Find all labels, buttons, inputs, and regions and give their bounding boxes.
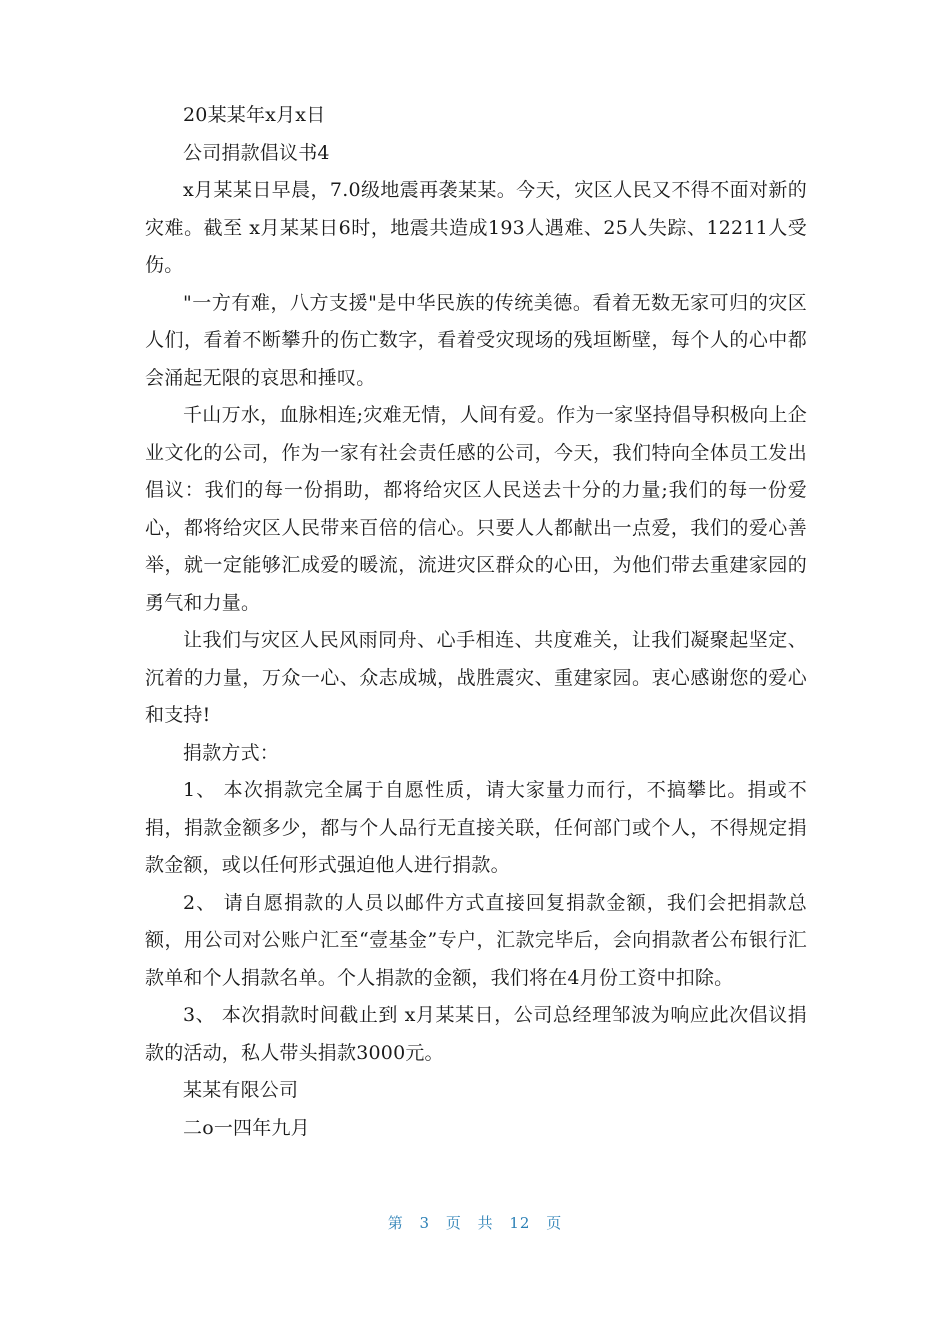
paragraph-initiative: 千山万水，血脉相连;灾难无情，人间有爱。作为一家坚持倡导积极向上企业文化的公司，作为一家有社会责任感的公司，今天，我们特向全体员工发出倡议：我们的每一份捐助，都将给灾区人民送去十分的力量;我们的每一份爱心，都将给灾区人民带来百倍的信心。只要人人都献出一点爱，我们的爱心善举，就一定能够汇成爱的暖流，流进灾区群众的心田，为他们带去重建家园的勇气和力量。 — [145, 404, 807, 614]
donation-item-1: 1、 本次捐款完全属于自愿性质，请大家量力而行，不搞攀比。捐或不捐，捐款金额多少，都与个人品行无直接关联，任何部门或个人，不得规定捐款金额，或以任何形式强迫他人进行捐款。 — [145, 779, 807, 876]
document-body — [145, 97, 807, 1147]
donation-item-3: 3、 本次捐款时间截止到 x月某某日，公司总经理邹波为响应此次倡议捐款的活动，私人带头捐款3000元。 — [145, 1004, 807, 1064]
date-line: 20某某年x月x日 — [183, 104, 326, 126]
donation-method-heading: 捐款方式： — [183, 741, 280, 764]
signature-company: 某某有限公司 — [183, 1079, 299, 1101]
paragraph-earthquake: x月某某日早晨，7.0级地震再袭某某。今天，灾区人民又不得不面对新的灾难。截至 x月某某日6时，地震共造成193人遇难、25人失踪、12211人受伤。 — [145, 179, 807, 276]
page-number: 第 3 页 共 12 页 — [387, 1214, 563, 1232]
paragraph-support: "一方有难，八方支援"是中华民族的传统美德。看着无数无家可归的灾区人们，看着不断攀升的伤亡数字，看着受灾现场的残垣断壁，每个人的心中都会涌起无限的哀思和捶叹。 — [145, 291, 807, 389]
signature-date: 二o一四年九月 — [183, 1116, 310, 1139]
document-title: 公司捐款倡议书4 — [183, 141, 330, 164]
donation-item-2: 2、 请自愿捐款的人员以邮件方式直接回复捐款金额，我们会把捐款总额，用公司对公账户汇至“壹基金”专户，汇款完毕后，会向捐款者公布银行汇款单和个人捐款名单。个人捐款的金额，我们将在4月份工资中扣除。 — [145, 891, 807, 989]
paragraph-unite: 让我们与灾区人民风雨同舟、心手相连、共度难关，让我们凝聚起坚定、沉着的力量，万众一心、众志成城，战胜震灾、重建家园。衷心感谢您的爱心和支持! — [145, 629, 807, 726]
